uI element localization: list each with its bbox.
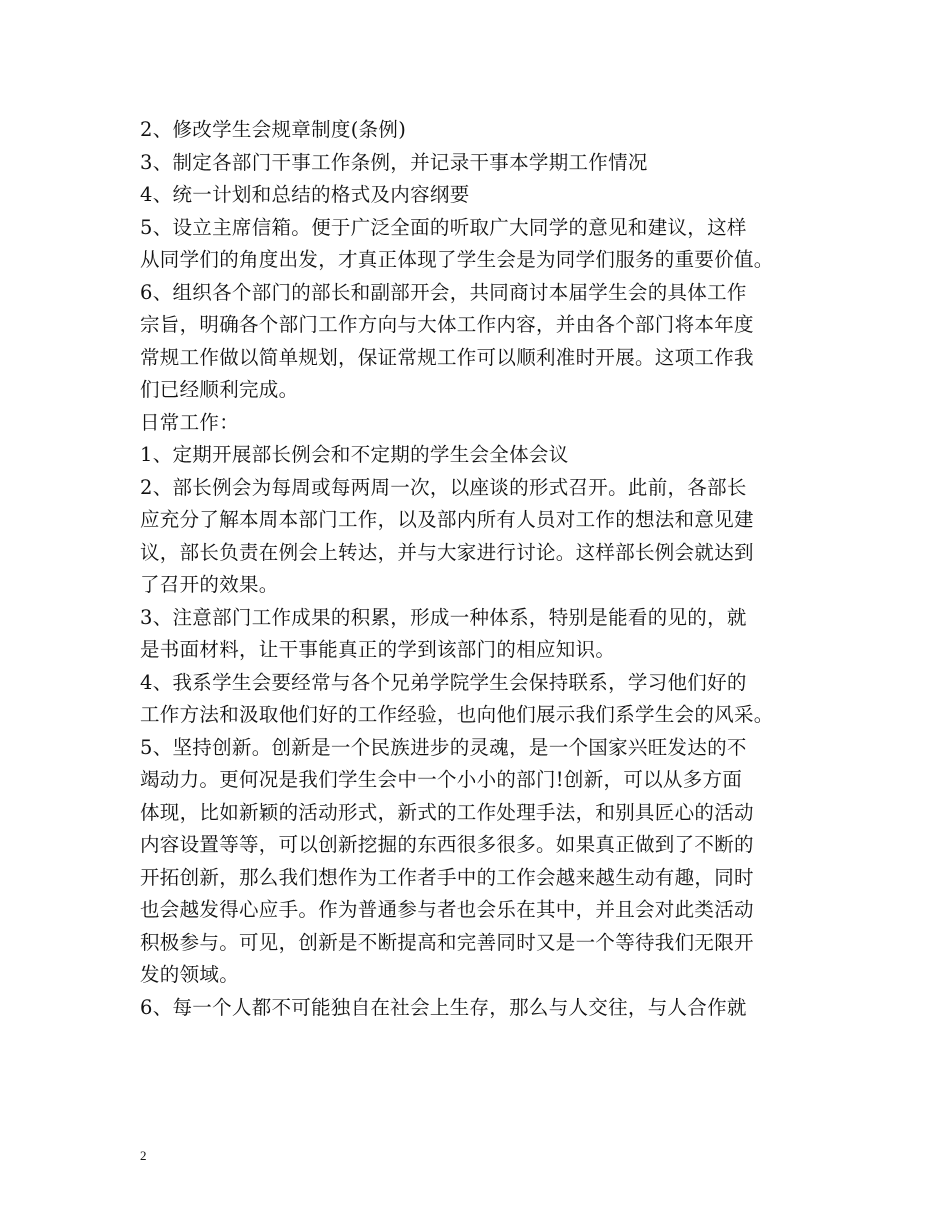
text-line: 2、修改学生会规章制度(条例) <box>140 118 407 141</box>
text-line: 4、统一计划和总结的格式及内容纲要 <box>140 183 470 206</box>
text-line: 6、组织各个部门的部长和副部开会，共同商讨本届学生会的具体工作 <box>140 280 747 304</box>
text-line: 也会越发得心应手。作为普通参与者也会乐在其中，并且会对此类活动 <box>140 898 754 921</box>
text-line: 了召开的效果。 <box>140 573 279 596</box>
text-line: 发的领域。 <box>140 963 240 986</box>
text-line: 议，部长负责在例会上转达，并与大家进行讨论。这样部长例会就达到 <box>140 540 754 564</box>
text-line: 2、部长例会为每周或每两周一次，以座谈的形式召开。此前，各部长 <box>140 475 747 499</box>
text-line: 工作方法和汲取他们好的工作经验，也向他们展示我们系学生会的风采。 <box>140 703 774 726</box>
text-line: 5、设立主席信箱。便于广泛全面的听取广大同学的意见和建议，这样 <box>140 215 747 239</box>
text-line: 4、我系学生会要经常与各个兄弟学院学生会保持联系，学习他们好的 <box>140 670 747 694</box>
text-line: 3、制定各部门干事工作条例，并记录干事本学期工作情况 <box>140 150 648 174</box>
document-body <box>140 114 830 1024</box>
text-line: 们已经顺利完成。 <box>140 378 299 401</box>
text-line: 1、定期开展部长例会和不定期的学生会全体会议 <box>140 443 569 466</box>
text-line: 常规工作做以简单规划，保证常规工作可以顺利准时开展。这项工作我 <box>140 345 754 369</box>
section-heading: 日常工作： <box>140 410 240 434</box>
page-number: 2 <box>140 1148 147 1163</box>
text-line: 3、注意部门工作成果的积累，形成一种体系，特别是能看的见的，就 <box>140 605 747 629</box>
text-line: 从同学们的角度出发，才真正体现了学生会是为同学们服务的重要价值。 <box>140 248 774 271</box>
text-line: 应充分了解本周本部门工作，以及部内所有人员对工作的想法和意见建 <box>140 508 754 531</box>
text-line: 竭动力。更何况是我们学生会中一个小小的部门!创新，可以从多方面 <box>140 768 743 791</box>
text-line: 积极参与。可见，创新是不断提高和完善同时又是一个等待我们无限开 <box>140 930 754 954</box>
text-line: 体现，比如新颖的活动形式，新式的工作处理手法，和别具匠心的活动 <box>140 800 754 824</box>
text-line: 6、每一个人都不可能独自在社会上生存，那么与人交往，与人合作就 <box>140 995 747 1019</box>
text-line: 开拓创新，那么我们想作为工作者手中的工作会越来越生动有趣，同时 <box>140 865 754 889</box>
text-line: 内容设置等等，可以创新挖掘的东西很多很多。如果真正做到了不断的 <box>140 833 754 856</box>
text-line: 5、坚持创新。创新是一个民族进步的灵魂，是一个国家兴旺发达的不 <box>140 735 747 759</box>
text-line: 宗旨，明确各个部门工作方向与大体工作内容，并由各个部门将本年度 <box>140 313 754 336</box>
text-line: 是书面材料，让干事能真正的学到该部门的相应知识。 <box>140 638 616 661</box>
